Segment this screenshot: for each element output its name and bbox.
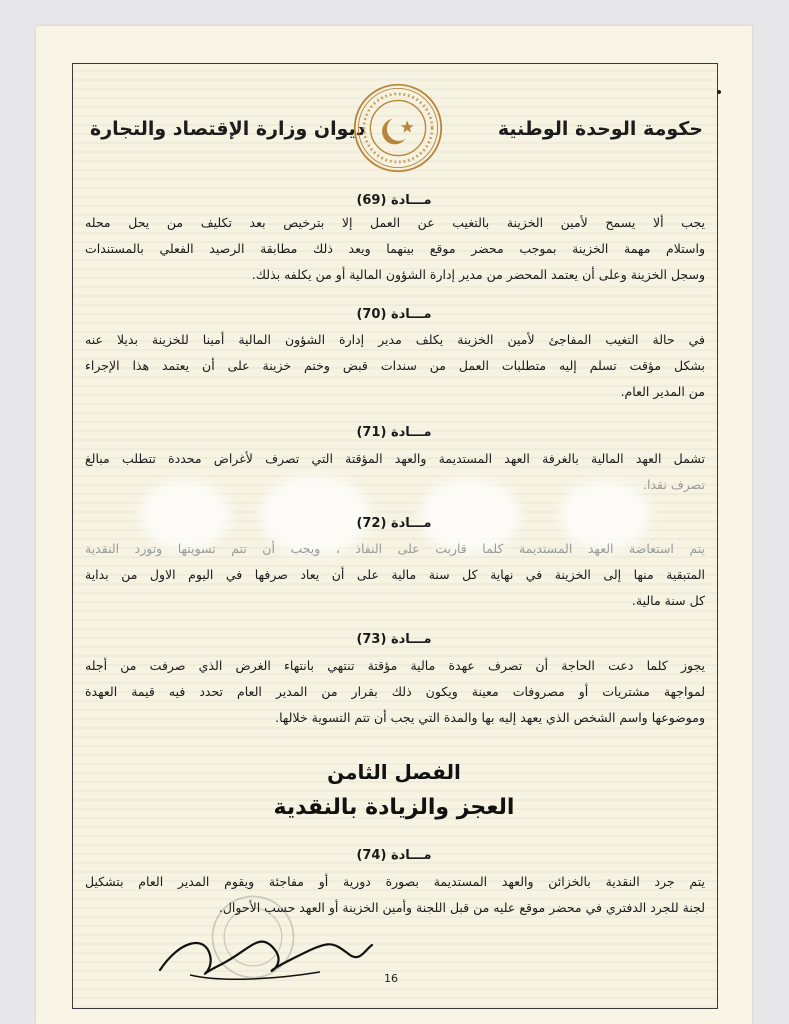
article-72-line-3: كل سنة مالية.	[631, 593, 705, 608]
article-73-line-1: يجوز كلما دعت الحاجة أن تصرف عهدة مالية مؤقتة تنتهي بانتهاء الغرض الذي صرفت من أجله	[85, 658, 705, 673]
article-69-line-3: وسجل الخزينة وعلى أن يعتمد المحضر من مدير إدارة الشؤون المالية أو من يكلفه بذلك.	[251, 267, 705, 282]
article-74-line-1: يتم جرد النقدية بالخزائن والعهد المستديمة بصورة دورية أو مفاجئة ويقوم المدير العام بتشكيل	[85, 874, 705, 889]
chapter-title: العجز والزيادة بالنقدية	[273, 795, 515, 820]
article-70-title: مـــادة (70)	[356, 307, 432, 322]
page-number: 16	[384, 972, 398, 985]
article-72-line-1: يتم استعاضة العهد المستديمة كلما قاربت على النفاذ ، ويجب أن تتم تسويتها وتورد النقدية	[85, 541, 705, 556]
article-70-line-3: من المدير العام.	[620, 384, 705, 399]
libya-seal-icon	[352, 82, 444, 174]
article-71-line-1: تشمل العهد المالية بالغرفة العهد المستديمة والعهد المؤقتة التي تصرف لأغراض محددة تتطلب مبالغ	[85, 451, 705, 466]
article-70-line-1: في حالة التغيب المفاجئ لأمين الخزينة يكلف مدير إدارة الشؤون المالية أمينا للخزينة بديلا عنه	[85, 332, 705, 347]
article-72-line-2: المتبقية منها إلى الخزينة في نهاية كل سنة مالية على أن يعاد صرفها في اليوم الاول من بداية	[85, 567, 705, 582]
signature-icon	[150, 920, 380, 990]
chapter-number: الفصل الثامن	[327, 760, 461, 784]
article-69-line-1: يجب ألا يسمح لأمين الخزينة بالتغيب عن العمل إلا بترخيص بعد تكليف من يحل محله	[85, 215, 705, 230]
article-69-line-2: واستلام مهمة الخزينة بموجب محضر موقع بينهما ويعد ذلك مطابقة الرصيد الفعلي بالمستندات	[85, 241, 705, 256]
government-name: حكومة الوحدة الوطنية	[497, 118, 703, 140]
article-70-line-2: بشكل مؤقت تسلم إليه متطلبات العمل من سندات قبض وختم خزينة على أن يعتمد هذا الإجراء	[85, 358, 705, 373]
article-71-line-2: تصرف نقدا.	[643, 477, 705, 492]
article-73-line-2: لمواجهة مشتريات أو مصروفات معينة ويكون ذلك بقرار من المدير العام تحدد فيه قيمة العهدة	[85, 684, 705, 699]
article-71-title: مـــادة (71)	[356, 425, 432, 440]
ministry-name: ديوان وزارة الإقتصاد والتجارة	[90, 118, 366, 140]
article-73-title: مـــادة (73)	[356, 632, 432, 647]
article-73-line-3: وموضوعها واسم الشخص الذي يعهد إليه بها والمدة التي يجب أن تتم التسوية خلالها.	[275, 710, 705, 725]
article-72-title: مـــادة (72)	[356, 516, 432, 531]
article-74-line-2: لجنة للجرد الدفتري في محضر موقع عليه من قبل اللجنة وأمين الخزينة أو العهد حسب الأحوال.	[218, 900, 705, 915]
article-74-title: مـــادة (74)	[356, 848, 432, 863]
corner-mark	[717, 90, 721, 94]
article-69-title: مـــادة (69)	[356, 193, 432, 208]
